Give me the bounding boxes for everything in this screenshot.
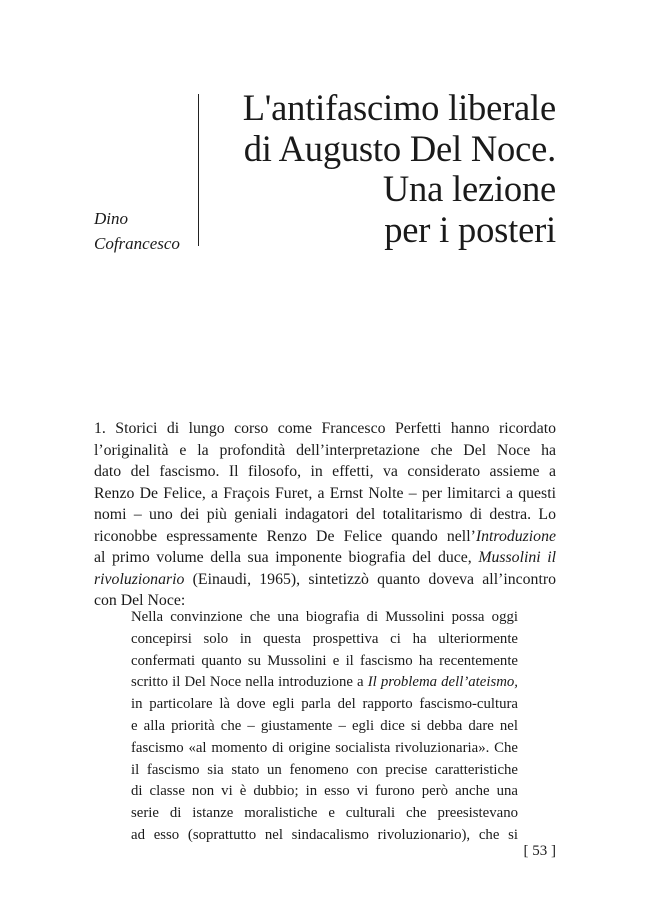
- body-text: al primo volume della sua imponente biografia del duce,: [94, 549, 479, 566]
- body-paragraph: [94, 418, 556, 612]
- author-name: [94, 206, 194, 256]
- body-line: nomi – uno dei più geniali indagatori del totalitarismo di destra. Lo: [94, 506, 556, 523]
- body-line: 1. Storici di lungo corso come Francesco Perfetti hanno ricordato: [94, 420, 556, 437]
- author-last-name: Cofrancesco: [94, 234, 180, 253]
- title-line: di Augusto Del Noce.: [243, 127, 556, 169]
- body-line: dato del fascismo. Il filosofo, in effetti, va considerato assieme a: [94, 463, 556, 480]
- title-line: Una lezione: [382, 168, 556, 209]
- quote-line: Nella convinzione che una biografia di Mussolini possa oggi: [131, 609, 518, 625]
- quote-line: confermati quanto su Mussolini e il fascismo ha recentemente: [131, 652, 518, 669]
- body-line: [94, 547, 556, 569]
- book-title-ateismo: Il problema dell’ateismo,: [367, 674, 519, 691]
- book-title-mussolini: Mussolini il: [478, 549, 556, 566]
- block-quote: [131, 607, 518, 847]
- title-line: per i posteri: [384, 208, 556, 250]
- page-number: [ 53 ]: [523, 843, 556, 859]
- author-first-name: Dino: [94, 209, 128, 228]
- quote-text: scritto il Del Noce nella introduzione a: [131, 674, 368, 691]
- body-line: [94, 569, 556, 591]
- body-line: [94, 526, 556, 548]
- body-line: con Del Noce:: [94, 592, 186, 609]
- book-title-introduzione: Introduzione: [475, 527, 556, 545]
- body-text: riconobbe espressamente Renzo De Felice quando nell’: [94, 527, 476, 545]
- quote-line: il fascismo sia stato un fenomeno con precise caratteristiche: [131, 761, 518, 778]
- quote-line: in particolare là dove egli parla del rapporto fascismo-cultura: [131, 696, 518, 713]
- body-line: Renzo De Felice, a Fraçois Furet, a Ernst Nolte – per limitarci a questi: [94, 484, 556, 502]
- title-line: L'antifascimo liberale: [242, 87, 556, 128]
- article-title: [196, 88, 556, 250]
- quote-line: di classe non vi è dubbio; in esso vi furono però anche una: [131, 783, 518, 800]
- quote-line: fascismo «al momento di origine socialista rivoluzionaria». Che: [131, 739, 518, 756]
- quote-line: [131, 672, 518, 694]
- body-text: (Einaudi, 1965), sintetizzò quanto doveva all’incontro: [184, 570, 556, 588]
- book-title-mussolini-cont: rivoluzionario: [94, 570, 185, 588]
- body-line: l’originalità e la profondità dell’interpretazione che Del Noce ha: [94, 441, 556, 459]
- quote-line: e alla priorità che – giustamente – egli dice si debba dare nel: [131, 717, 518, 734]
- quote-line: serie di istanze moralistiche e culturali che preesistevano: [131, 805, 518, 822]
- quote-line: concepirsi solo in questa prospettiva ci ha ulteriormente: [131, 630, 518, 647]
- quote-line: ad esso (soprattutto nel sindacalismo rivoluzionario), che si: [131, 826, 518, 843]
